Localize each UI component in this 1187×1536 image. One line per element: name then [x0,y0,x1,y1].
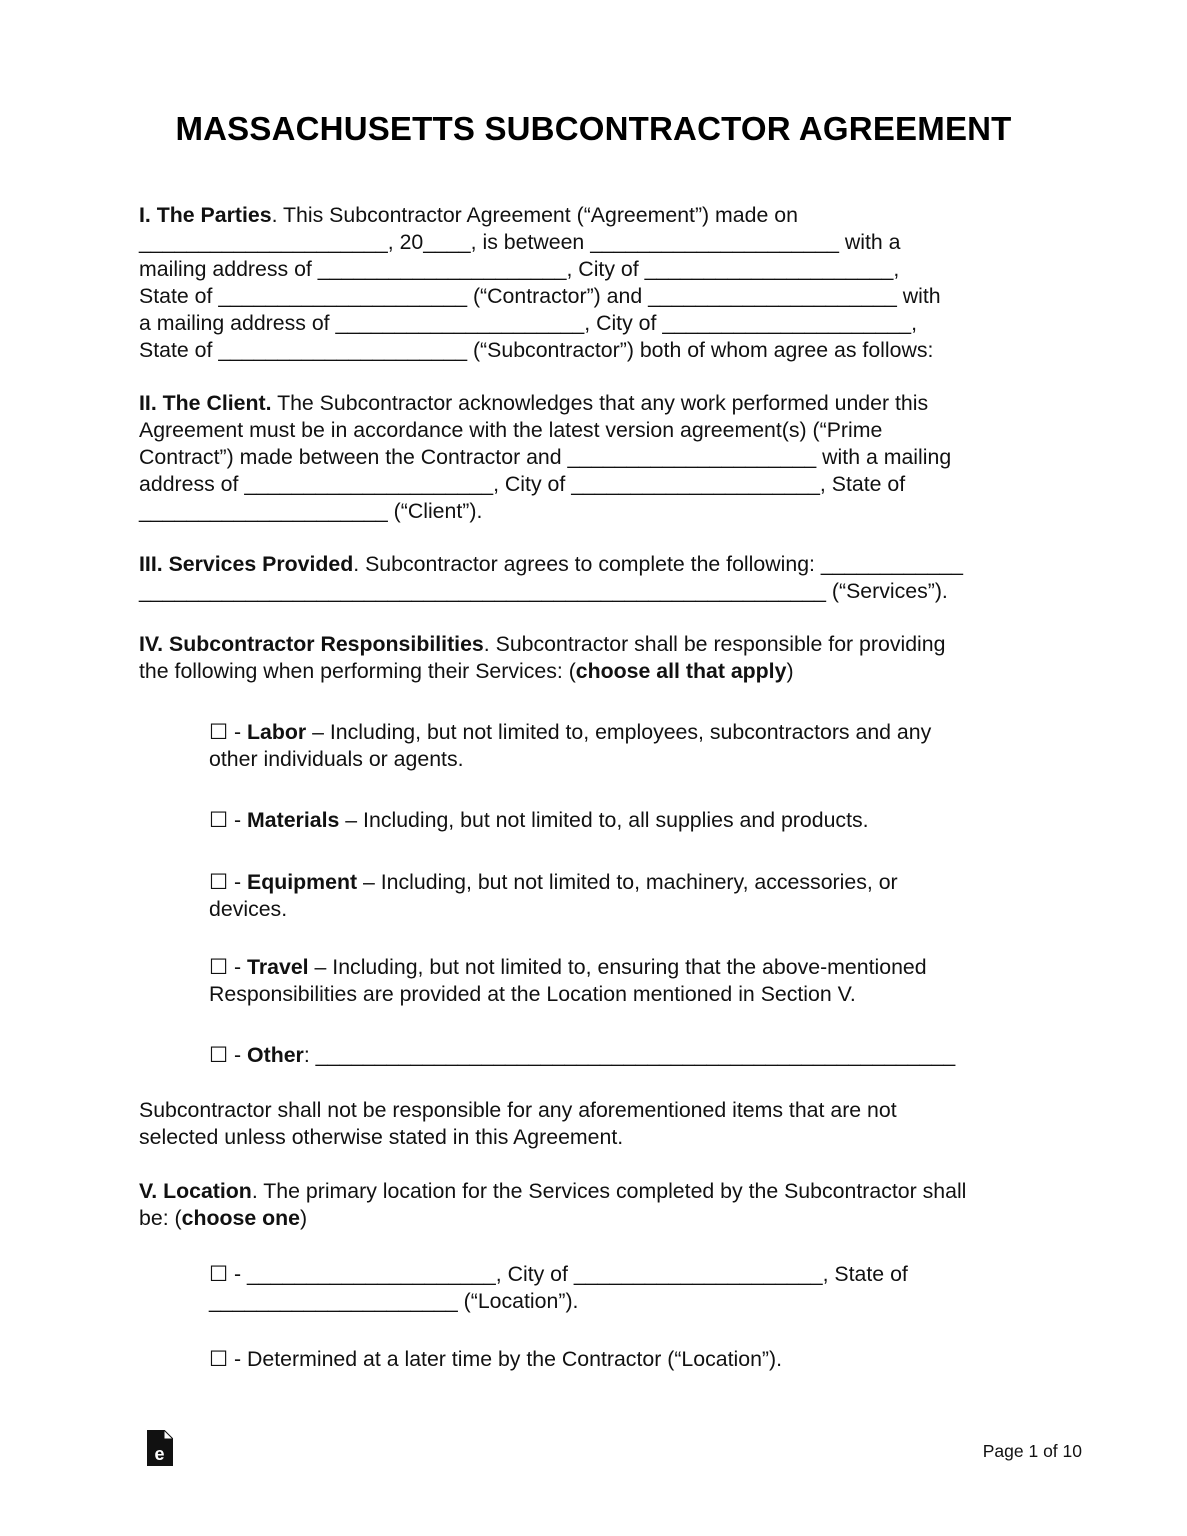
section-heading: I. The Parties [139,203,272,227]
section-responsibilities: IV. Subcontractor Responsibilities. Subcontractor shall be responsible for providing the following when performing their Services: (choose all that apply) [139,632,946,683]
checkbox-labor[interactable]: ☐ - [209,720,248,744]
section-heading: IV. Subcontractor Responsibilities [139,632,484,656]
svg-text:e: e [154,1444,165,1464]
option-travel[interactable]: ☐ - Travel – Including, but not limited to, ensuring that the above-mentioned Responsibilities are provided at the Location mentioned in Section V. [209,955,927,1006]
section-services: III. Services Provided. Subcontractor agrees to complete the following: ____________ __________________________________________________________ (“Services”). [139,552,964,603]
option-equipment[interactable]: ☐ - Equipment – Including, but not limited to, machinery, accessories, or devices. [209,870,898,921]
section-client: II. The Client. The Subcontractor acknowledges that any work performed under this Agreement must be in accordance with the latest version agreement(s) (“Prime Contract”) made between the Contractor and _____________________ with a mailing address of _____________________, City of _____________________, State of _____________________ (“Client”). [139,391,952,523]
section-heading: II. The Client. [139,391,272,415]
section-location: V. Location. The primary location for the Services completed by the Subcontractor shall be: (choose one) [139,1179,967,1230]
checkbox-materials[interactable]: ☐ - [209,808,248,832]
page-number: Page 1 of 10 [982,1441,1082,1461]
eforms-logo-icon [147,1430,173,1466]
option-other[interactable]: ☐ - Other: ______________________________________________________ [209,1043,956,1067]
responsibilities-note: Subcontractor shall not be responsible for any aforementioned items that are not selected unless otherwise stated in this Agreement. [139,1098,897,1149]
location-option-later[interactable]: ☐ - Determined at a later time by the Contractor (“Location”). [209,1347,783,1371]
section-heading: V. Location [139,1179,252,1203]
option-labor[interactable]: ☐ - Labor – Including, but not limited to, employees, subcontractors and any other individuals or agents. [209,720,932,771]
option-materials[interactable]: ☐ - Materials – Including, but not limited to, all supplies and products. [209,808,869,832]
checkbox-equipment[interactable]: ☐ - [209,870,248,894]
checkbox-other[interactable]: ☐ - [209,1043,248,1067]
section-parties: I. The Parties. This Subcontractor Agreement (“Agreement”) made on _____________________, 20____, is between _____________________ with a mailing address of _____________________, City of _____________________, State of _____________________ (“Contractor”) and _____________________ with a mailing address of _____________________, City of _____________________, State of _____________________ (“Subcontractor”) both of whom agree as follows: [139,203,941,362]
checkbox-travel[interactable]: ☐ - [209,955,248,979]
section-heading: III. Services Provided [139,552,354,576]
document-title: MASSACHUSETTS SUBCONTRACTOR AGREEMENT [175,110,1012,147]
location-option-address[interactable]: ☐ - _____________________, City of _____________________, State of _____________________ (“Location”). [209,1262,908,1313]
